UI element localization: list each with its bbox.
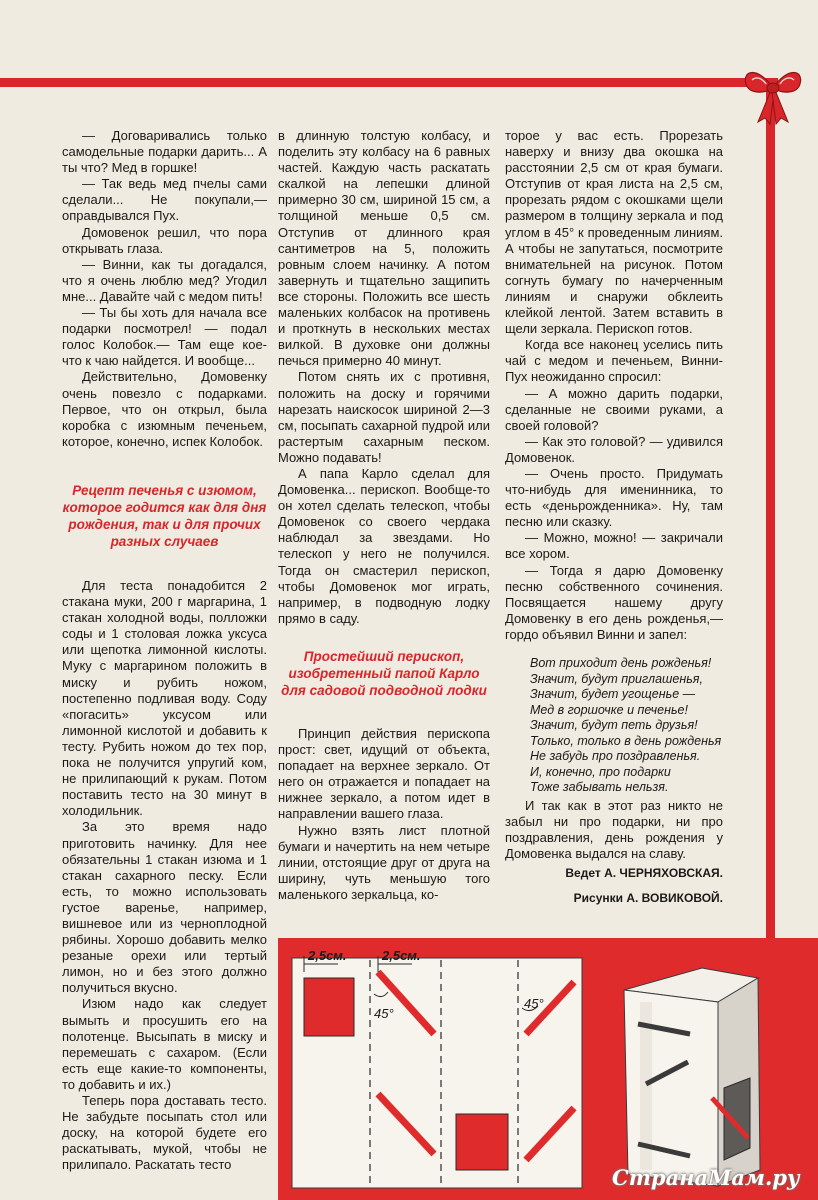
poem-line: Только, только в день рожденья xyxy=(530,733,722,748)
column-2 xyxy=(278,128,490,627)
watermark: СтранаМам.ру xyxy=(612,1165,800,1190)
poem-line: Мед в горшочке и печенье! xyxy=(530,702,688,717)
angle-label: 45° xyxy=(524,996,544,1011)
paragraph: — Винни, как ты догадался, что я очень люблю мед? Угодил мне... Давайте чай с медом пить! xyxy=(62,256,267,304)
paragraph: Нужно взять лист плотной бумаги и начертить на нем четыре линии, отстоящие друг от друга на ширину, чуть меньшую того маленького зеркальца, ко- xyxy=(278,822,490,902)
periscope-heading: Простейший перископ, изобретенный папой Карло для садовой подводной лодки xyxy=(281,649,487,698)
paragraph: торое у вас есть. Прорезать наверху и внизу два окошка на расстоянии 2,5 см от края бумаги. Отступив от края листа на 2,5 см, прорезать рядом с окошками щели размером в толщину зеркала и под углом в 45° к проведенным линиям. А чтобы не запутаться, посмотрите внимательней на рисунок. Потом согнуть бумагу по начерченным линиям и снаружи обклеить клейкой лентой. Затем вставить в щели зеркала. Перископ готов. xyxy=(505,128,723,337)
paragraph: — Очень просто. Придумать что-нибудь для именинника, то есть «деньрожденника». Ну, там песню или сказку. xyxy=(505,465,723,530)
paragraph: — Тогда я дарю Домовенку песню собственного сочинения. Посвящается нашему другу Домовенку в его день рожденья,— гордо объявил Винни и запел: xyxy=(505,562,723,642)
paragraph: в длинную толстую колбасу, и поделить эту колбасу на 6 равных частей. Каждую часть раскатать скалкой на лепешки длиной примерно 30 см, шириной 15 см, а толщиной меньше 0,5 см. Отступив от длинного края сантиметров на 5, положить ровным слоем начинку. А потом завернуть и тщательно защипить все стороны. Положить все шесть маленьких колбасок на противень и проткнуть в нескольких местах вилкой. В духовке они должны печься примерно 40 минут. xyxy=(278,128,490,369)
paragraph: За это время надо приготовить начинку. Для нее обязательны 1 стакан изюма и 1 стакан сахарного песку. Если есть, то можно использовать густое варенье, например, вишневое или из черноплодной рябины. Хорошо добавить мелко резаные орехи или тертый лимон, но и без этого должно получиться вкусно. xyxy=(62,819,267,996)
credit-author: Ведет А. ЧЕРНЯХОВСКАЯ. xyxy=(565,866,723,880)
poem-line: Тоже забывать нельзя. xyxy=(530,780,669,794)
paragraph: — А можно дарить подарки, сделанные не своими руками, а своей головой? xyxy=(505,385,723,433)
paragraph: Принцип действия перископа прост: свет, идущий от объекта, попадает на верхнее зеркало. От него он отражается и попадает на нижнее зеркало, а потом идет в направлении вашего глаза. xyxy=(278,726,490,822)
paragraph: — Можно, можно! — закричали все хором. xyxy=(505,530,723,562)
periscope-text xyxy=(278,726,490,903)
paragraph: — Так ведь мед пчелы сами сделали... Не покупали,— оправдывался Пух. xyxy=(62,176,267,224)
poem-line: И, конечно, про подарки xyxy=(530,764,671,779)
paragraph: Теперь пора доставать тесто. Не забудьте посыпать стол или доску, на которой будете его раскатывать, мукой, чтобы не прилипало. Раскатать тесто xyxy=(62,1093,267,1173)
poem-line: Значит, будут приглашенья, xyxy=(530,671,703,686)
red-frame-top xyxy=(0,78,778,87)
poem-line: Не забудь про поздравленья. xyxy=(530,749,701,763)
poem-line: Значит, будет угощенье — xyxy=(530,687,696,701)
dimension-label: 2,5см. xyxy=(308,948,347,963)
paragraph: — Как это головой? — удивился Домовенок. xyxy=(505,433,723,465)
recipe-text xyxy=(62,578,267,1173)
recipe-heading: Рецепт печенья с изюмом, которое годится как для дня рождения, так и для прочих разных случаев xyxy=(62,483,267,549)
paragraph: И так как в этот раз никто не забыл ни про подарки, ни про поздравления, день рождения у Домовенка выдался на славу. xyxy=(505,798,723,862)
red-frame-right xyxy=(766,78,775,948)
paragraph: Когда все наконец уселись пить чай с медом и печеньем, Винни-Пух неожиданно спросил: xyxy=(505,337,723,385)
paragraph: Действительно, Домовенку очень повезло с подарками. Первое, что он открыл, была коробка с изюмным печеньем, которое, конечно, испек Колобок. xyxy=(62,369,267,449)
dimension-label: 2,5см. xyxy=(382,948,421,963)
ending-text xyxy=(505,798,723,862)
paragraph: Домовенок решил, что пора открывать глаза. xyxy=(62,224,267,256)
song-poem xyxy=(530,656,730,796)
credit-illustrator: Рисунки А. ВОВИКОВОЙ. xyxy=(573,891,723,905)
paragraph: — Ты бы хоть для начала все подарки посмотрел! — подал голос Колобок.— Там еще кое-что к чаю найдется. И вообще... xyxy=(62,305,267,369)
paragraph: А папа Карло сделал для Домовенка... перископ. Вообще-то он хотел сделать телескоп, чтобы Домовенок со своего чердака наблюдал за звездами. Но телескоп у него не получился. Тогда он смастерил перископ, чтобы Домовенок мог играть, например, в подводную лодку прямо в саду. xyxy=(278,465,490,626)
periscope-diagram xyxy=(278,938,818,1200)
column-1 xyxy=(62,128,267,450)
poem-line: Значит, будут петь друзья! xyxy=(530,718,698,732)
paragraph: Для теста понадобится 2 стакана муки, 200 г маргарина, 1 стакан холодной воды, полложки соды и 1 столовая ложка уксуса или щепотка лимонной кислоты. Муку с маргарином положить в миску и рубить ножом, постепенно подливая воду. Соду «погасить» уксусом или лимонной кислотой и добавить к тесту. Рубить ножом до тех пор, пока не получится упругий ком, не прилипающий к рукам. Потом поставить тесто на 30 минут в холодильник. xyxy=(62,578,267,819)
poem-line: Вот приходит день рожденья! xyxy=(530,656,712,670)
paragraph: Изюм надо как следует вымыть и просушить его на полотенце. Высыпать в миску и перемешать с сахаром. (Если есть еще какие-то компоненты, то добавить и их.) xyxy=(62,996,267,1092)
column-3 xyxy=(505,128,723,643)
red-bow-icon xyxy=(738,56,808,126)
paragraph: — Договаривались только самодельные подарки дарить... А ты что? Мед в горшке! xyxy=(62,128,267,176)
angle-label: 45° xyxy=(374,1006,394,1021)
paragraph: Потом снять их с противня, положить на доску и горячими нарезать наискосок шириной 2—3 см, посыпать сахарной пудрой или растертым сахарным песком. Можно подавать! xyxy=(278,369,490,465)
